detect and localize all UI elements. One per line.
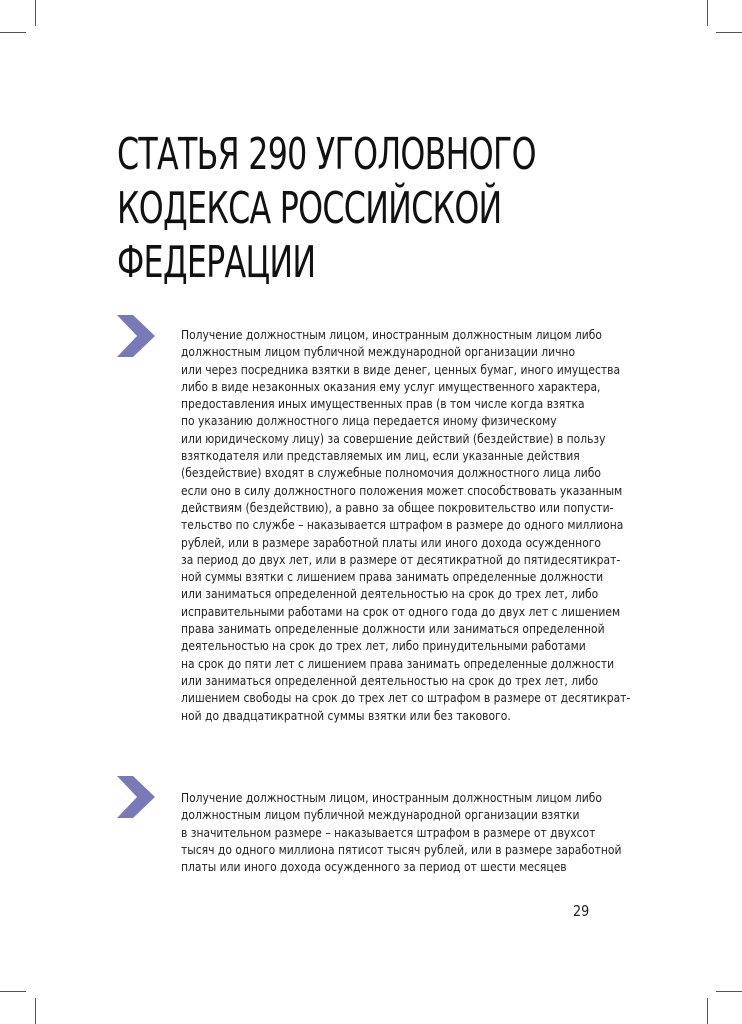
paragraph-line: платы или иного дохода осужденного за период от шести месяцев [181,859,567,875]
crop-mark-bottom-right [707,998,708,1024]
paragraph-line: взяткодателя или представляемых им лиц, если указанные действия [181,448,580,464]
chevron-right-icon [115,315,155,357]
paragraph-line: по указанию должностного лица передается иному физическому [181,413,557,429]
paragraph-line: рублей, или в размере заработной платы или иного дохода осужденного [181,534,602,550]
paragraph-line: исправительными работами на срок от одного года до двух лет с лишением [181,603,621,619]
paragraph-line: должностным лицом публичной международной организации взятки [181,807,580,823]
paragraph-line: или через посредника взятки в виде денег, ценных бумаг, иного имущества [181,361,621,377]
paragraph-line: или заниматься определенной деятельностью на срок до трех лет, либо [181,672,599,688]
chevron-right-icon [115,776,155,818]
paragraph-line: на срок до пяти лет с лишением права занимать определенные должности [181,655,615,671]
crop-mark-top-left [35,0,36,26]
paragraph-line: лишением свободы на срок до трех лет со штрафом в размере от десятикрат- [181,690,631,706]
crop-mark-top-right [707,0,708,26]
paragraph-line: действиям (бездействию), а равно за общее покровительство или попусти- [181,499,614,515]
paragraph [181,789,622,875]
paragraph-line: должностным лицом публичной международной организации лично [181,344,576,360]
paragraph-line: за период до двух лет, или в размере от десятикратной до пятидесятикрат- [181,551,621,567]
crop-mark-bottom-right-h [716,991,742,992]
paragraph-line: предоставления иных имущественных прав (в том числе когда взятка [181,396,585,412]
paragraph-line: если оно в силу должностного положения может способствовать указанным [181,482,623,498]
paragraph-line: права занимать определенные должности или заниматься определенной [181,621,605,637]
crop-mark-bottom-left-h [0,991,26,992]
crop-mark-top-left-h [0,32,26,33]
paragraph-line: деятельностью на срок до трех лет, либо принудительными работами [181,638,586,654]
paragraph-line: или юридическому лицу) за совершение действий (бездействие) в пользу [181,430,606,446]
page-title [117,128,536,290]
crop-mark-bottom-left [35,998,36,1024]
paragraph-line: тельство по службе – наказывается штрафом в размере до одного миллиона [181,517,624,533]
paragraph [181,326,631,724]
paragraph-line: тысяч до одного миллиона пятисот тысяч рублей, или в размере заработной [181,841,622,857]
chevron-shape [117,315,155,357]
paragraph-line: ной суммы взятки с лишением права занимать определенные должности [181,569,604,585]
page-number: 29 [573,902,590,920]
paragraph-line: Получение должностным лицом, иностранным должностным лицом либо [181,327,602,342]
paragraph-line: либо в виде незаконных оказания ему услуг имущественного характера, [181,378,601,394]
title-line: ФЕДЕРАЦИИ [117,237,316,288]
title-line: КОДЕКСА РОССИЙСКОЙ [117,183,502,234]
paragraph-line: в значительном размере – наказывается штрафом в размере от двухсот [181,824,596,840]
paragraph-line: (бездействие) входят в служебные полномочия должностного лица либо [181,465,601,481]
paragraph-line: ной до двадцатикратной суммы взятки или без такового. [181,707,511,723]
crop-mark-top-right-h [716,32,742,33]
title-line: СТАТЬЯ 290 УГОЛОВНОГО [117,129,536,180]
paragraph-line: Получение должностным лицом, иностранным должностным лицом либо [181,790,602,805]
chevron-shape [117,776,155,818]
paragraph-line: или заниматься определенной деятельностью на срок до трех лет, либо [181,586,599,602]
